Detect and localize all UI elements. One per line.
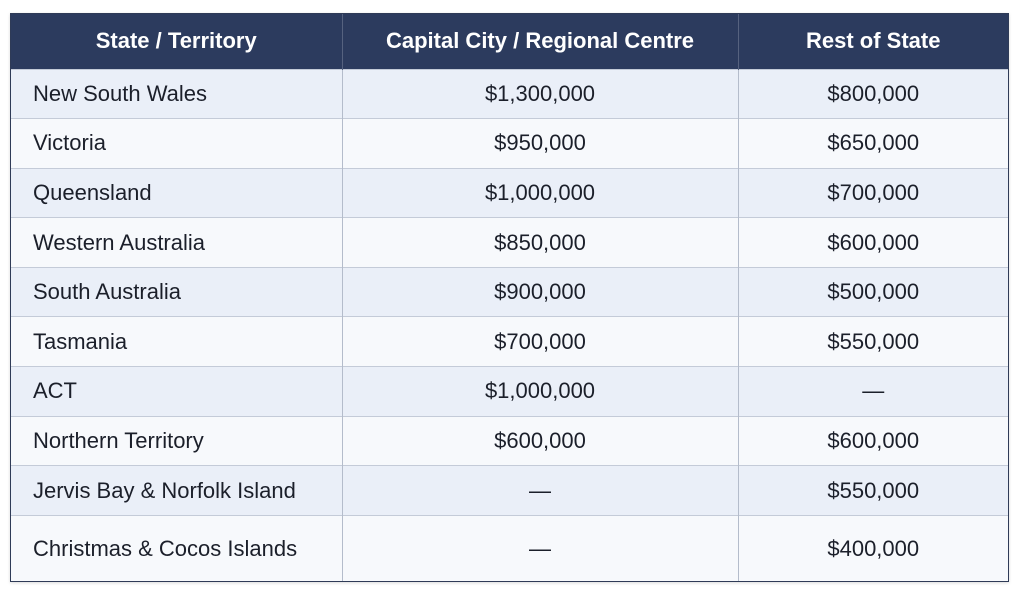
header-row <box>11 14 1008 69</box>
table-row <box>11 168 1008 218</box>
rest-cell: $500,000 <box>738 267 1008 317</box>
capital-cell: $850,000 <box>342 218 738 268</box>
state-cell: Victoria <box>11 119 342 169</box>
table-row <box>11 267 1008 317</box>
price-cap-table-container <box>10 13 1009 582</box>
table-body <box>11 69 1008 581</box>
table-row <box>11 416 1008 466</box>
rest-cell: $650,000 <box>738 119 1008 169</box>
rest-cell: $700,000 <box>738 168 1008 218</box>
rest-cell: $600,000 <box>738 416 1008 466</box>
rest-cell: $400,000 <box>738 515 1008 581</box>
capital-cell: $600,000 <box>342 416 738 466</box>
table-row <box>11 515 1008 581</box>
state-cell: Jervis Bay & Norfolk Island <box>11 466 342 516</box>
capital-cell: $950,000 <box>342 119 738 169</box>
table-row <box>11 69 1008 119</box>
header-rest-of-state: Rest of State <box>738 14 1008 69</box>
capital-cell: $900,000 <box>342 267 738 317</box>
table-row <box>11 317 1008 367</box>
header-state: State / Territory <box>11 14 342 69</box>
state-cell: Northern Territory <box>11 416 342 466</box>
capital-cell: $1,300,000 <box>342 69 738 119</box>
table-row <box>11 218 1008 268</box>
table-row <box>11 119 1008 169</box>
rest-cell: $600,000 <box>738 218 1008 268</box>
state-cell: Queensland <box>11 168 342 218</box>
header-capital-city: Capital City / Regional Centre <box>342 14 738 69</box>
price-cap-table <box>11 14 1008 581</box>
table-header <box>11 14 1008 69</box>
table-row <box>11 466 1008 516</box>
rest-cell: — <box>738 367 1008 417</box>
capital-cell: — <box>342 466 738 516</box>
state-cell: Christmas & Cocos Islands <box>11 515 342 581</box>
rest-cell: $550,000 <box>738 317 1008 367</box>
capital-cell: $1,000,000 <box>342 168 738 218</box>
table-row <box>11 367 1008 417</box>
state-cell: New South Wales <box>11 69 342 119</box>
state-cell: Western Australia <box>11 218 342 268</box>
state-cell: ACT <box>11 367 342 417</box>
capital-cell: $1,000,000 <box>342 367 738 417</box>
capital-cell: $700,000 <box>342 317 738 367</box>
state-cell: South Australia <box>11 267 342 317</box>
rest-cell: $550,000 <box>738 466 1008 516</box>
state-cell: Tasmania <box>11 317 342 367</box>
capital-cell: — <box>342 515 738 581</box>
rest-cell: $800,000 <box>738 69 1008 119</box>
